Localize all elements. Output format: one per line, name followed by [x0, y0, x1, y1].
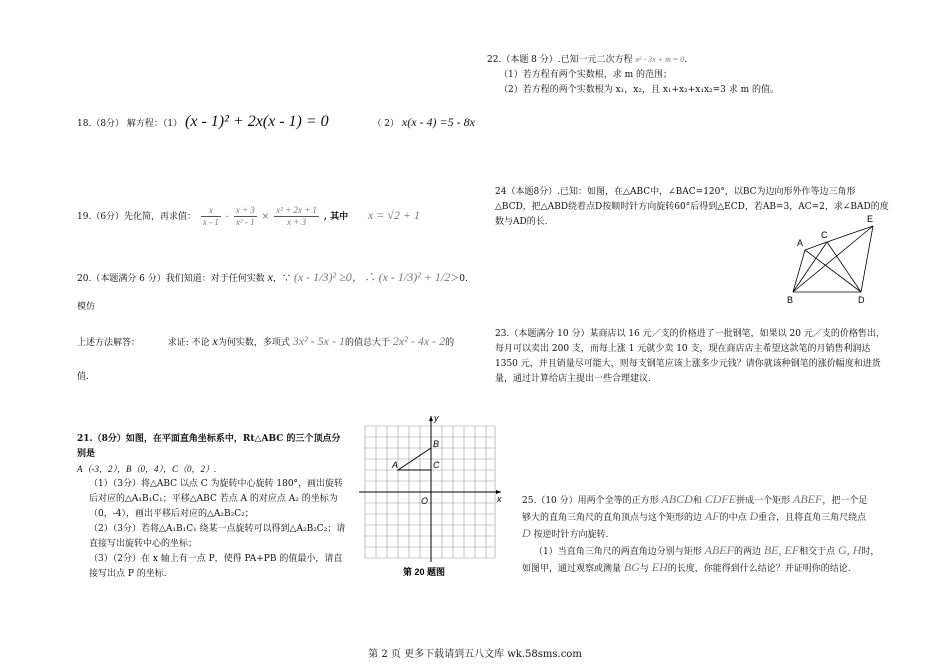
- question-20: [77, 263, 477, 391]
- q20-text-3: 求证: 不论: [167, 338, 210, 348]
- q22-part-1: （1）若方程有两个实数根，求 m 的范围；: [499, 70, 672, 80]
- q25-text-1: 25.（10 分）用两个全等的正方形: [522, 496, 659, 506]
- q18-equation-1: (x - 1)² + 2x(x - 1) = 0: [185, 113, 329, 130]
- q25-point-d-2: D: [522, 526, 531, 540]
- page-footer: 第 2 页 更多下载请到五八文库 wk.58sms.com: [368, 649, 582, 660]
- q25-text-4: （1）当直角三角尺的两直角边分别与矩形: [534, 547, 702, 557]
- q21-head: 21.（8分）如图，在平面直角坐标系中，Rt△ABC 的三个顶点分别是: [77, 434, 341, 459]
- label-y: y: [434, 413, 439, 423]
- q25-seg-bg: BG: [623, 560, 640, 574]
- q25-rect-2: ABEF: [704, 543, 734, 557]
- q21-coords: A（-3，2），B（0，4），C（0，2）.: [77, 464, 217, 474]
- q19-condition: x = √2 + 1: [367, 208, 420, 222]
- question-18: [77, 114, 475, 132]
- q18-equation-2: x(x - 4) =5 - 8x: [401, 115, 475, 129]
- q20-poly-1: 3x² - 5x - 1: [292, 334, 346, 348]
- q19-minus: -: [225, 212, 229, 222]
- q21-part-3: （3）（2分）在 x 轴上有一点 P，使得 PA+PB 的值最小，请直接写出点 P 的坐标.: [89, 554, 343, 579]
- q25-sides: BE, EF: [763, 543, 800, 557]
- q19-label: 19.（6分）先化简，再求值：: [77, 212, 197, 222]
- question-19: [77, 203, 420, 229]
- q25-side-af: AF: [704, 509, 720, 523]
- q25-rect: ABEF: [792, 492, 823, 506]
- q20-var: x: [267, 270, 273, 284]
- q20-tail: ＞0. 模仿: [77, 274, 468, 312]
- label-d: D: [858, 295, 865, 305]
- q20-text-1: 20.（本题满分 6 分）我们知道：对于任何实数: [77, 274, 265, 284]
- q19-where: , 其中: [323, 212, 349, 222]
- q19-times: ×: [261, 212, 270, 222]
- q20-text-7: 值.: [77, 372, 89, 382]
- label-c: C: [433, 460, 440, 470]
- q20-poly-2: 2x² - 4x - 2: [392, 334, 446, 348]
- q18-label: 18.（8分） 解方程：（1）: [77, 119, 183, 129]
- q25-text-5: 如图甲，通过观察或测量: [522, 564, 622, 574]
- q21-part-1: （1）（3分）将△ABC 以点 C 为旋转中心旋转 180°，画出旋转后对应的△A₁B₁C₁；平移△ABC 若点 A 的对应点 A₂ 的坐标为（0，-4），画出平移后对应的△A₂B₂C₂；: [89, 479, 344, 519]
- q20-text-6: 的: [445, 338, 455, 348]
- label-a: A: [392, 460, 399, 470]
- label-o: O: [421, 496, 429, 506]
- q20-var-2: x: [212, 334, 218, 348]
- q22-equation: x² - 3x + m = 0: [635, 55, 685, 64]
- q25-text-3: 按逆时针方向旋转.: [533, 530, 609, 540]
- q25-points-gh: G, H: [838, 543, 862, 557]
- q20-text-2: 上述方法解答：: [77, 338, 141, 348]
- q22-part-2: （2）若方程的两个实数根为 x₁，x₂，且 x₁+x₂+x₁x₂=3 求 m 的值。: [499, 85, 780, 95]
- label-a: A: [797, 238, 804, 248]
- q19-fraction-2: $\frac{x + 3}{\text{x² - 1}}$: [235, 205, 255, 227]
- q25-square-1: ABCD: [661, 492, 693, 506]
- q25-seg-eh: EH: [651, 560, 668, 574]
- question-21: [77, 432, 349, 582]
- q24-text: 24（本题8分）.已知：如图，在△ABC中，∠BAC=120°，以BC为边向形外作等边三角形△BCD，把△ABD绕着点D按顺时针方向旋转60°后得到△ECD，若AB=3，AC=2，求∠BAD的度数与AD的长.: [495, 187, 889, 227]
- q24-figure: [785, 210, 885, 310]
- q20-because: ，∵: [272, 274, 291, 284]
- q20-expr-2: (x - 1/3)² + 1/2: [378, 270, 451, 284]
- label-c: C: [821, 230, 828, 240]
- q25-text-2: 够大的直角三角尺的直角顶点与这个矩形的边: [522, 513, 703, 523]
- q19-fraction-1: $\frac{x}{x - 1}$: [202, 205, 219, 227]
- q22-head: 22.（本题 8 分）.已知一元二次方程: [487, 55, 633, 65]
- figure-caption: 第 20 题图: [403, 567, 446, 577]
- q20-expr-1: (x - 1/3)² ≥0，∴: [293, 270, 376, 284]
- q20-text-4: 为何实数，多项式: [217, 338, 290, 348]
- label-b: B: [787, 295, 794, 305]
- q20-text-5: 的值总大于: [345, 338, 391, 348]
- q23-text: 23.（本题满分 10 分）某商店以 16 元／支的价格进了一批钢笔，如果以 20 元／支的价格售出，每月可以卖出 200 支，而每上涨 1 元就少卖 10 支，现在商店店主希望这款笔的月销售利润达 1350 元，并且销量尽可能大，则每支钢笔应该上涨多少元钱？请你就该种钢笔的涨价幅度和进货量，通过计算给店主提出一些合理建议.: [495, 329, 885, 384]
- question-23: [495, 327, 890, 387]
- q25-square-2: CDFE: [704, 492, 737, 506]
- question-25: 25.（10 分）用两个全等的正方形 ABCD和 CDFE拼成一个矩形 ABEF，把一个足 够大的直角三角尺的直角顶点与这个矩形的边 AF的中点 D重合，且将直角三角尺绕点 D 按逆时针方向旋转. （1）当直角三角尺的两直角边分别与矩形 ABEF的两边 BE, EF相交于点 G, H时， 如图甲，通过观察或测量 BG与 EH的长度，你能得到什么结论？并证明你的结论.: [522, 492, 880, 574]
- label-b: B: [433, 439, 440, 449]
- q19-fraction-3: $\frac{\text{x² + 2x + 1}}{x + 3}$: [276, 205, 317, 227]
- question-22: 22.（本题 8 分）.已知一元二次方程 x² - 3x + m = 0. （1）若方程有两个实数根，求 m 的范围； （2）若方程的两个实数根为 x₁，x₂，且 x₁+x₂+x₁x₂=3 求 m 的值。: [487, 52, 907, 98]
- label-x: x: [497, 494, 502, 504]
- q21-part-2: （2）（3分）若将△A₁B₁C₁ 绕某一点旋转可以得到△A₂B₂C₂；请直接写出旋转中心的坐标；: [89, 524, 346, 549]
- q25-point-d: D: [749, 509, 759, 523]
- q18-label-2: （ 2）: [372, 119, 400, 129]
- q21-coordinate-grid: [355, 412, 505, 582]
- label-e: E: [867, 214, 874, 224]
